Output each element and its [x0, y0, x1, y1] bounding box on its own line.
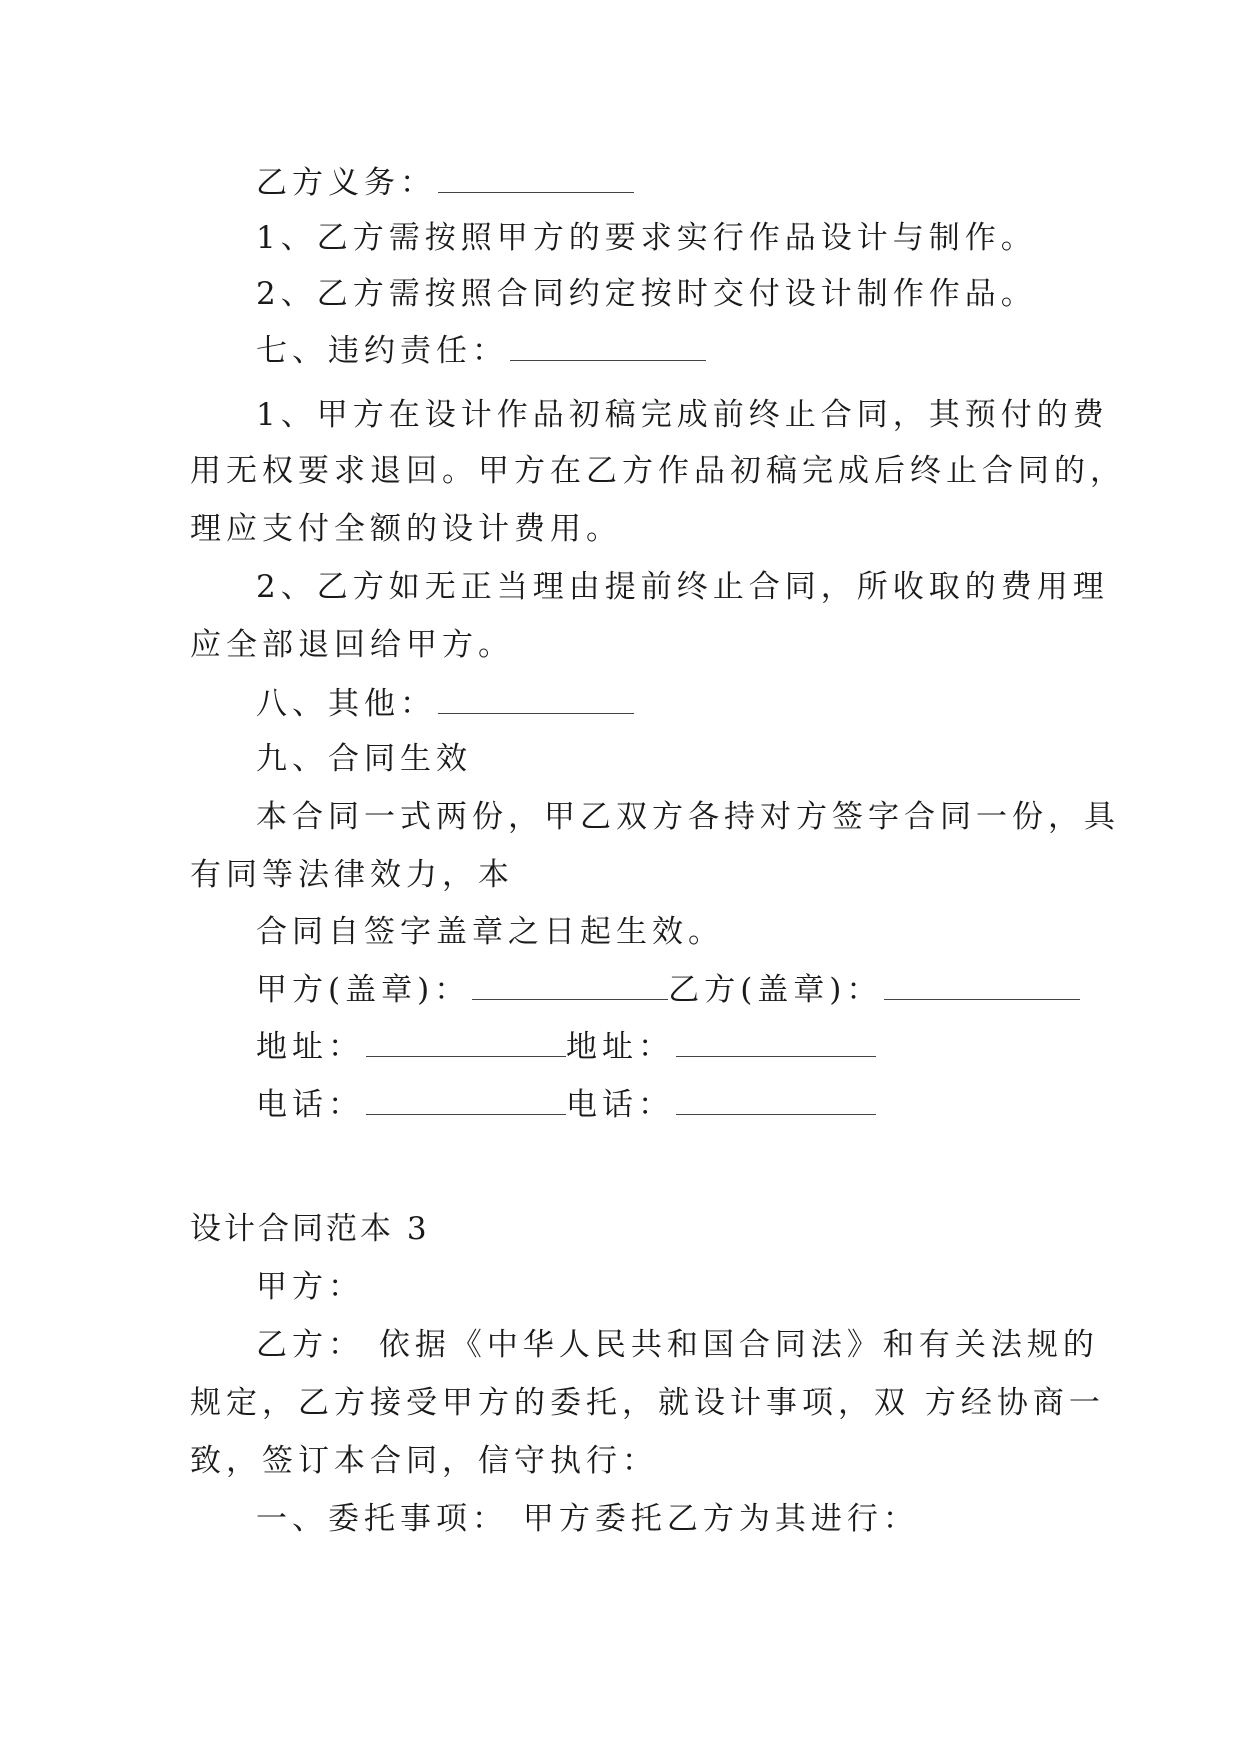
effect-line-2: 有同等法律效力，本: [190, 857, 514, 893]
other-line: [256, 683, 634, 724]
phone-b-blank: [676, 1084, 876, 1115]
breach-item-1-line-1: 1、甲方在设计作品初稿完成前终止合同，其预付的费: [256, 397, 1109, 433]
other-label: 八、其他：: [256, 686, 436, 722]
address-b-blank: [676, 1026, 876, 1057]
breach-item-2-line-2: 应全部退回给甲方。: [190, 627, 514, 663]
address-b-label: 地址：: [566, 1029, 674, 1065]
phone-line: [256, 1084, 876, 1125]
effect-line-3: 合同自签字盖章之日起生效。: [256, 914, 724, 950]
other-blank: [438, 683, 634, 714]
entrust-line: 一、委托事项： 甲方委托乙方为其进行：: [256, 1501, 919, 1537]
address-a-blank: [366, 1026, 566, 1057]
party-a-seal-blank: [472, 969, 668, 1000]
yi-duty-line: [256, 162, 634, 203]
seal-line: [256, 969, 1080, 1010]
breach-heading-line: [256, 330, 706, 371]
party-a-seal-label: 甲方(盖章)：: [256, 972, 471, 1008]
party-b-seal-label: 乙方(盖章)：: [668, 972, 883, 1008]
party-b-line-2: 规定，乙方接受甲方的委托，就设计事项，双 方经协商一: [190, 1385, 1105, 1421]
breach-blank: [510, 330, 706, 361]
breach-item-1-line-3: 理应支付全额的设计费用。: [190, 511, 622, 547]
yi-duty-label: 乙方义务：: [256, 165, 436, 201]
party-b-line-3: 致，签订本合同，信守执行：: [190, 1443, 658, 1479]
effect-line-1: 本合同一式两份，甲乙双方各持对方签字合同一份，具: [256, 799, 1120, 835]
phone-a-blank: [366, 1084, 566, 1115]
yi-duty-item-2: 2、乙方需按照合同约定按时交付设计制作作品。: [256, 276, 1037, 312]
breach-item-1-line-2: 用无权要求退回。甲方在乙方作品初稿完成后终止合同的，: [190, 453, 1126, 489]
party-a-line: 甲方：: [256, 1269, 364, 1305]
phone-a-label: 电话：: [256, 1087, 364, 1123]
yi-duty-item-1: 1、乙方需按照甲方的要求实行作品设计与制作。: [256, 220, 1037, 256]
breach-label: 七、违约责任：: [256, 333, 508, 369]
phone-b-label: 电话：: [566, 1087, 674, 1123]
effect-heading: 九、合同生效: [256, 741, 472, 777]
yi-duty-blank: [438, 162, 634, 193]
address-a-label: 地址：: [256, 1029, 364, 1065]
section-title: 设计合同范本 3: [190, 1211, 430, 1247]
address-line: [256, 1026, 876, 1067]
party-b-seal-blank: [884, 969, 1080, 1000]
party-b-line-1: 乙方： 依据《中华人民共和国合同法》和有关法规的: [256, 1327, 1099, 1363]
breach-item-2-line-1: 2、乙方如无正当理由提前终止合同，所收取的费用理: [256, 569, 1109, 605]
